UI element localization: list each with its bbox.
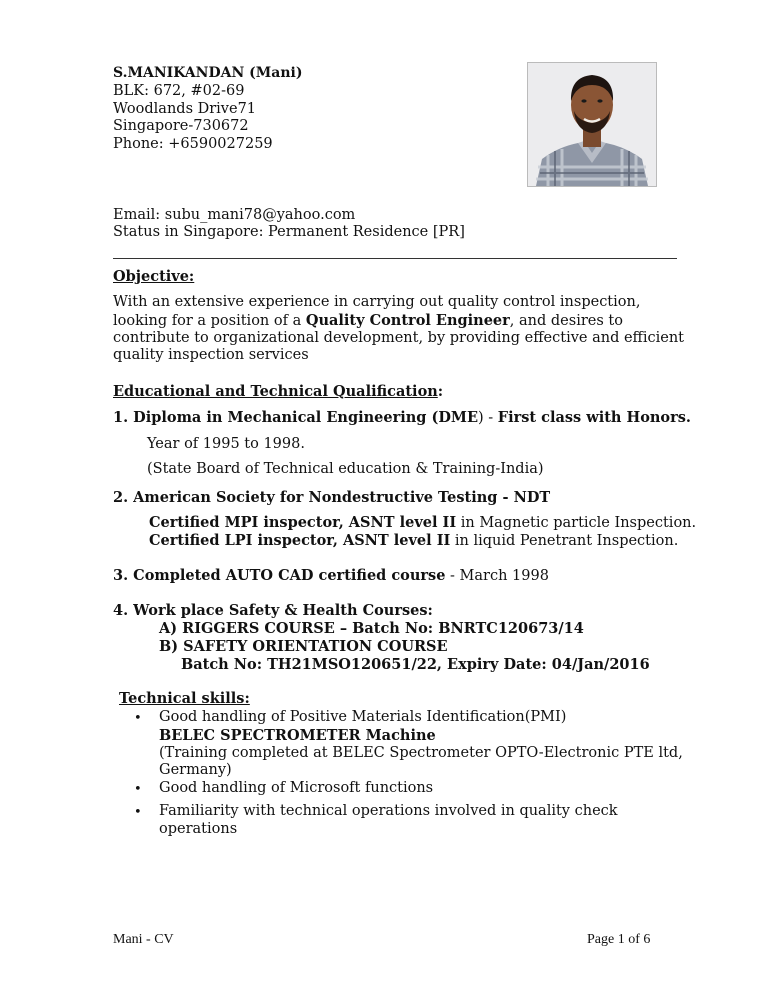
- objective-line-4: quality inspection services: [113, 347, 309, 363]
- riggers-course: A) RIGGERS COURSE – Batch No: BNRTC120673/14: [159, 620, 584, 637]
- safety-batch-info: Batch No: TH21MSO120651/22, Expiry Date: 04/Jan/2016: [181, 656, 650, 673]
- diploma-grade: First class with Honors.: [497, 409, 691, 426]
- skill-1-line-3: (Training completed at BELEC Spectrometer OPTO-Electronic PTE ltd,: [159, 745, 683, 761]
- bullet-icon: •: [134, 782, 142, 797]
- lpi-certification-title: Certified LPI inspector, ASNT level II: [149, 532, 451, 549]
- autocad-date: - March 1998: [445, 568, 549, 584]
- education-item-3: [113, 567, 549, 584]
- header-divider: [113, 258, 677, 259]
- address-line-3: Singapore-730672: [113, 118, 249, 134]
- target-position: Quality Control Engineer: [305, 312, 510, 329]
- education-item-4: 4. Work place Safety & Health Courses:: [113, 602, 433, 619]
- skill-3-line-1: Familiarity with technical operations involved in quality check: [159, 803, 618, 819]
- education-item-2: 2. American Society for Nondestructive Testing - NDT: [113, 489, 551, 506]
- skill-1-line-2: BELEC SPECTROMETER Machine: [159, 727, 436, 744]
- objective-line-2: [113, 312, 623, 329]
- autocad-course: 3. Completed AUTO CAD certified course: [113, 567, 446, 584]
- lpi-certification-detail: in liquid Penetrant Inspection.: [450, 533, 679, 549]
- mpi-certification: [149, 514, 696, 531]
- objective-line-2-start: looking for a position of a: [113, 313, 306, 329]
- footer-title: Mani - CV: [113, 932, 174, 947]
- mpi-certification-detail: in Magnetic particle Inspection.: [456, 515, 697, 531]
- profile-photo: [527, 62, 657, 187]
- bullet-icon: •: [134, 711, 142, 726]
- diploma-separator: ) -: [478, 410, 498, 426]
- skill-1-line-1: Good handling of Positive Materials Identification(PMI): [159, 709, 567, 725]
- skills-heading: Technical skills:: [119, 690, 250, 707]
- safety-orientation-course: B) SAFETY ORIENTATION COURSE: [159, 638, 448, 655]
- address-line-2: Woodlands Drive71: [113, 101, 257, 117]
- person-photo-icon: [528, 63, 656, 186]
- objective-line-1: With an extensive experience in carrying out quality control inspection,: [113, 294, 641, 310]
- skill-3-line-2: operations: [159, 821, 238, 837]
- education-heading: [113, 383, 443, 400]
- residency-status: Status in Singapore: Permanent Residence [PR]: [113, 224, 465, 240]
- applicant-name: S.MANIKANDAN (Mani): [113, 65, 303, 81]
- objective-heading: Objective:: [113, 268, 195, 285]
- phone-number: Phone: +6590027259: [113, 136, 273, 152]
- lpi-certification: [149, 532, 678, 549]
- bullet-icon: •: [134, 805, 142, 820]
- diploma-title: 1. Diploma in Mechanical Engineering (DME: [113, 409, 478, 426]
- email-address: Email: subu_mani78@yahoo.com: [113, 207, 356, 223]
- education-heading-colon: :: [437, 383, 444, 400]
- skill-1-line-4: Germany): [159, 762, 232, 778]
- skill-2: Good handling of Microsoft functions: [159, 780, 434, 796]
- diploma-years: Year of 1995 to 1998.: [147, 436, 305, 452]
- address-line-1: BLK: 672, #02-69: [113, 83, 245, 99]
- objective-line-3: contribute to organizational development, by providing effective and efficient: [113, 330, 684, 346]
- education-heading-text: Educational and Technical Qualification: [113, 383, 438, 400]
- page-number: Page 1 of 6: [587, 932, 651, 947]
- education-item-1: [113, 409, 691, 426]
- mpi-certification-title: Certified MPI inspector, ASNT level II: [149, 514, 457, 531]
- objective-line-2-end: , and desires to: [509, 313, 623, 329]
- diploma-board: (State Board of Technical education & Training-India): [147, 461, 544, 477]
